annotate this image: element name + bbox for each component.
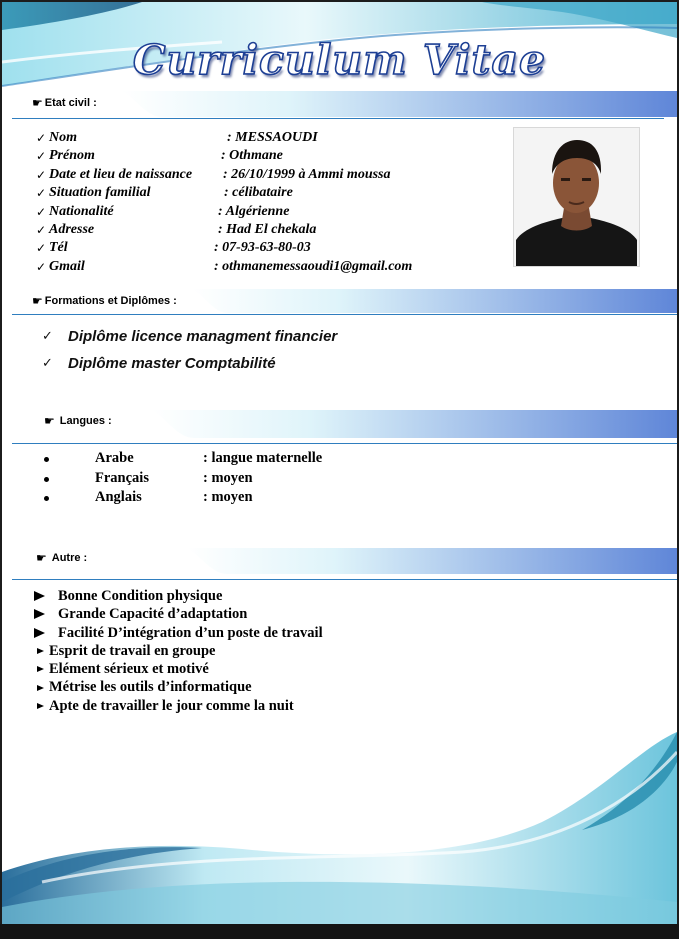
section-autre-heading: ☛ Autre : [36, 551, 88, 565]
dot-bullet-icon [44, 496, 49, 501]
langue-name: Anglais [95, 489, 142, 505]
viewer-bottom-bar [0, 924, 679, 939]
cv-page [2, 2, 677, 924]
autre-item: Elément sérieux et motivé [34, 660, 323, 678]
civil-row-situation: ✓ Situation familial : célibataire [36, 184, 412, 202]
section-formations-heading: ☛ Formations et Diplômes : [32, 294, 177, 308]
dot-bullet-icon [44, 477, 49, 482]
etat-civil-list [36, 129, 412, 276]
check-mark-icon: ✓ [36, 149, 47, 164]
check-mark-icon: ✓ [36, 131, 47, 145]
autre-item: Apte de travailler le jour comme la nuit [34, 697, 323, 715]
autre-list [34, 587, 323, 715]
section-rule [12, 579, 677, 580]
autre-item: Métrise les outils d’informatique [34, 678, 323, 696]
civil-row-adresse: ✓ Adresse : Had El chekala [36, 221, 412, 239]
arrow-bullet-icon [37, 666, 44, 672]
civil-row-naissance: ✓ Date et lieu de naissance : 26/10/1999 à Ammi moussa [36, 166, 412, 184]
civil-row-tel: ✓ Tél : 07-93-63-80-03 [36, 239, 412, 257]
arrow-bullet-icon [34, 628, 45, 638]
autre-item: Facilité D’intégration d’un poste de travail [34, 624, 323, 642]
check-mark-icon: ✓ [36, 241, 47, 256]
section-band-formations [192, 288, 677, 316]
arrow-bullet-icon [34, 609, 45, 619]
section-rule [12, 314, 677, 315]
arrow-bullet-icon [34, 591, 45, 601]
langue-name: Arabe [95, 450, 134, 466]
civil-row-nom: ✓ Nom : MESSAOUDI [36, 129, 412, 147]
langue-level: : moyen [203, 489, 253, 505]
check-mark-icon: ✓ [36, 167, 47, 182]
check-mark-icon: ✓ [36, 204, 47, 219]
civil-row-nationalite: ✓ Nationalité : Algérienne [36, 203, 412, 221]
check-mark-icon: ✓ [42, 356, 53, 371]
pointing-hand-icon: ☛ [44, 414, 55, 428]
check-mark-icon: ✓ [36, 259, 47, 274]
section-langues-heading: ☛ Langues : [44, 414, 112, 428]
autre-item: Esprit de travail en groupe [34, 642, 323, 660]
diplome-item: ✓ Diplôme master Comptabilité [42, 355, 276, 372]
section-band-langues [152, 409, 677, 441]
profile-photo [513, 127, 640, 267]
check-mark-icon: ✓ [42, 329, 53, 344]
pointing-hand-icon: ☛ [36, 551, 47, 565]
section-band-autre [187, 547, 677, 577]
arrow-bullet-icon [37, 685, 44, 691]
page-title: Curriculum Vitae [132, 36, 547, 84]
civil-row-prenom: ✓ Prénom : Othmane [36, 147, 412, 165]
section-band-etat-civil [122, 90, 677, 120]
langue-level: : langue maternelle [203, 450, 323, 466]
arrow-bullet-icon [37, 648, 44, 654]
autre-item: Grande Capacité d’adaptation [34, 605, 323, 623]
pointing-hand-icon: ☛ [32, 96, 43, 110]
autre-item: Bonne Condition physique [34, 587, 323, 605]
langue-level: : moyen [203, 470, 253, 486]
check-mark-icon: ✓ [36, 223, 47, 238]
langue-name: Français [95, 470, 149, 486]
check-mark-icon: ✓ [36, 186, 47, 201]
section-etat-civil-heading: ☛ Etat civil : [32, 96, 97, 110]
section-rule [12, 443, 677, 444]
dot-bullet-icon [44, 457, 49, 462]
section-rule [12, 118, 664, 119]
pointing-hand-icon: ☛ [32, 294, 43, 308]
arrow-bullet-icon [37, 703, 44, 709]
diplome-item: ✓ Diplôme licence managment financier [42, 328, 338, 345]
civil-row-gmail: ✓ Gmail : othmanemessaoudi1@gmail.com [36, 258, 412, 276]
